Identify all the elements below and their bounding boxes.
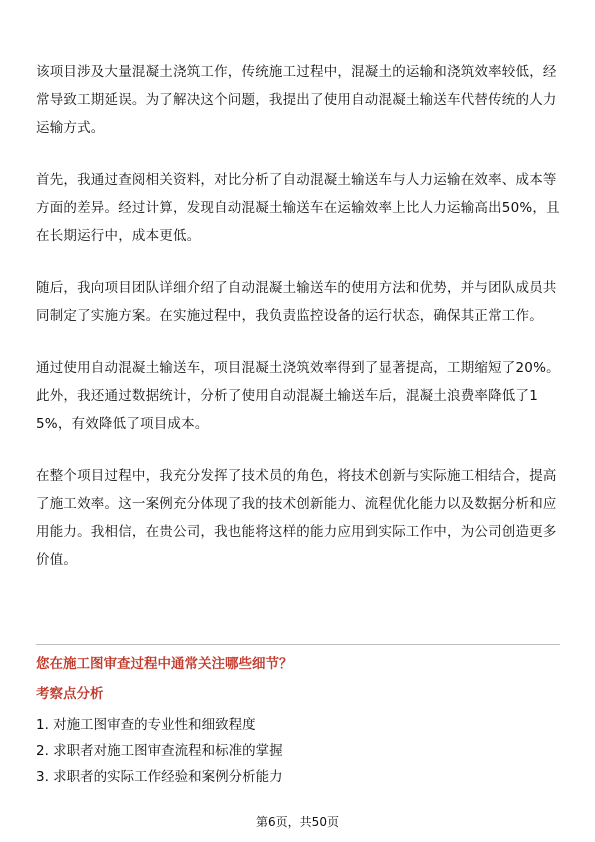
paragraph-results: 通过使用自动混凝土输送车，项目混凝土浇筑效率得到了显著提高，工期缩短了20%。此外，我还通过数据统计，分析了使用自动混凝土输送车后，混凝土浪费率降低了15%，有效降低了项目成本。 <box>36 360 560 432</box>
page-number: 第6页，共50页 <box>256 815 339 829</box>
paragraph-implementation: 随后，我向项目团队详细介绍了自动混凝土输送车的使用方法和优势，并与团队成员共同制定了实施方案。在实施过程中，我负责监控设备的运行状态，确保其正常工作。 <box>36 280 557 324</box>
analysis-heading: 考察点分析 <box>36 686 104 702</box>
section-divider <box>36 644 560 645</box>
analysis-point: 3. 求职者的实际工作经验和案例分析能力 <box>36 769 283 785</box>
answer-body <box>36 58 560 574</box>
analysis-list <box>36 712 560 790</box>
paragraph-background: 该项目涉及大量混凝土浇筑工作，传统施工过程中，混凝土的运输和浇筑效率较低，经常导致工期延误。为了解决这个问题，我提出了使用自动混凝土输送车代替传统的人力运输方式。 <box>36 64 557 136</box>
paragraph-conclusion: 在整个项目过程中，我充分发挥了技术员的角色，将技术创新与实际施工相结合，提高了施工效率。这一案例充分体现了我的技术创新能力、流程优化能力以及数据分析和应用能力。我相信，在贵公司，我也能将这样的能力应用到实际工作中，为公司创造更多价值。 <box>36 468 557 568</box>
analysis-point: 2. 求职者对施工图审查流程和标准的掌握 <box>36 743 283 759</box>
interview-question: 您在施工图审查过程中通常关注哪些细节？ <box>36 656 293 672</box>
analysis-point: 1. 对施工图审查的专业性和细致程度 <box>36 717 256 733</box>
paragraph-analysis: 首先，我通过查阅相关资料，对比分析了自动混凝土输送车与人力运输在效率、成本等方面的差异。经过计算，发现自动混凝土输送车在运输效率上比人力运输高出50%，且在长期运行中，成本更低。 <box>36 172 560 244</box>
